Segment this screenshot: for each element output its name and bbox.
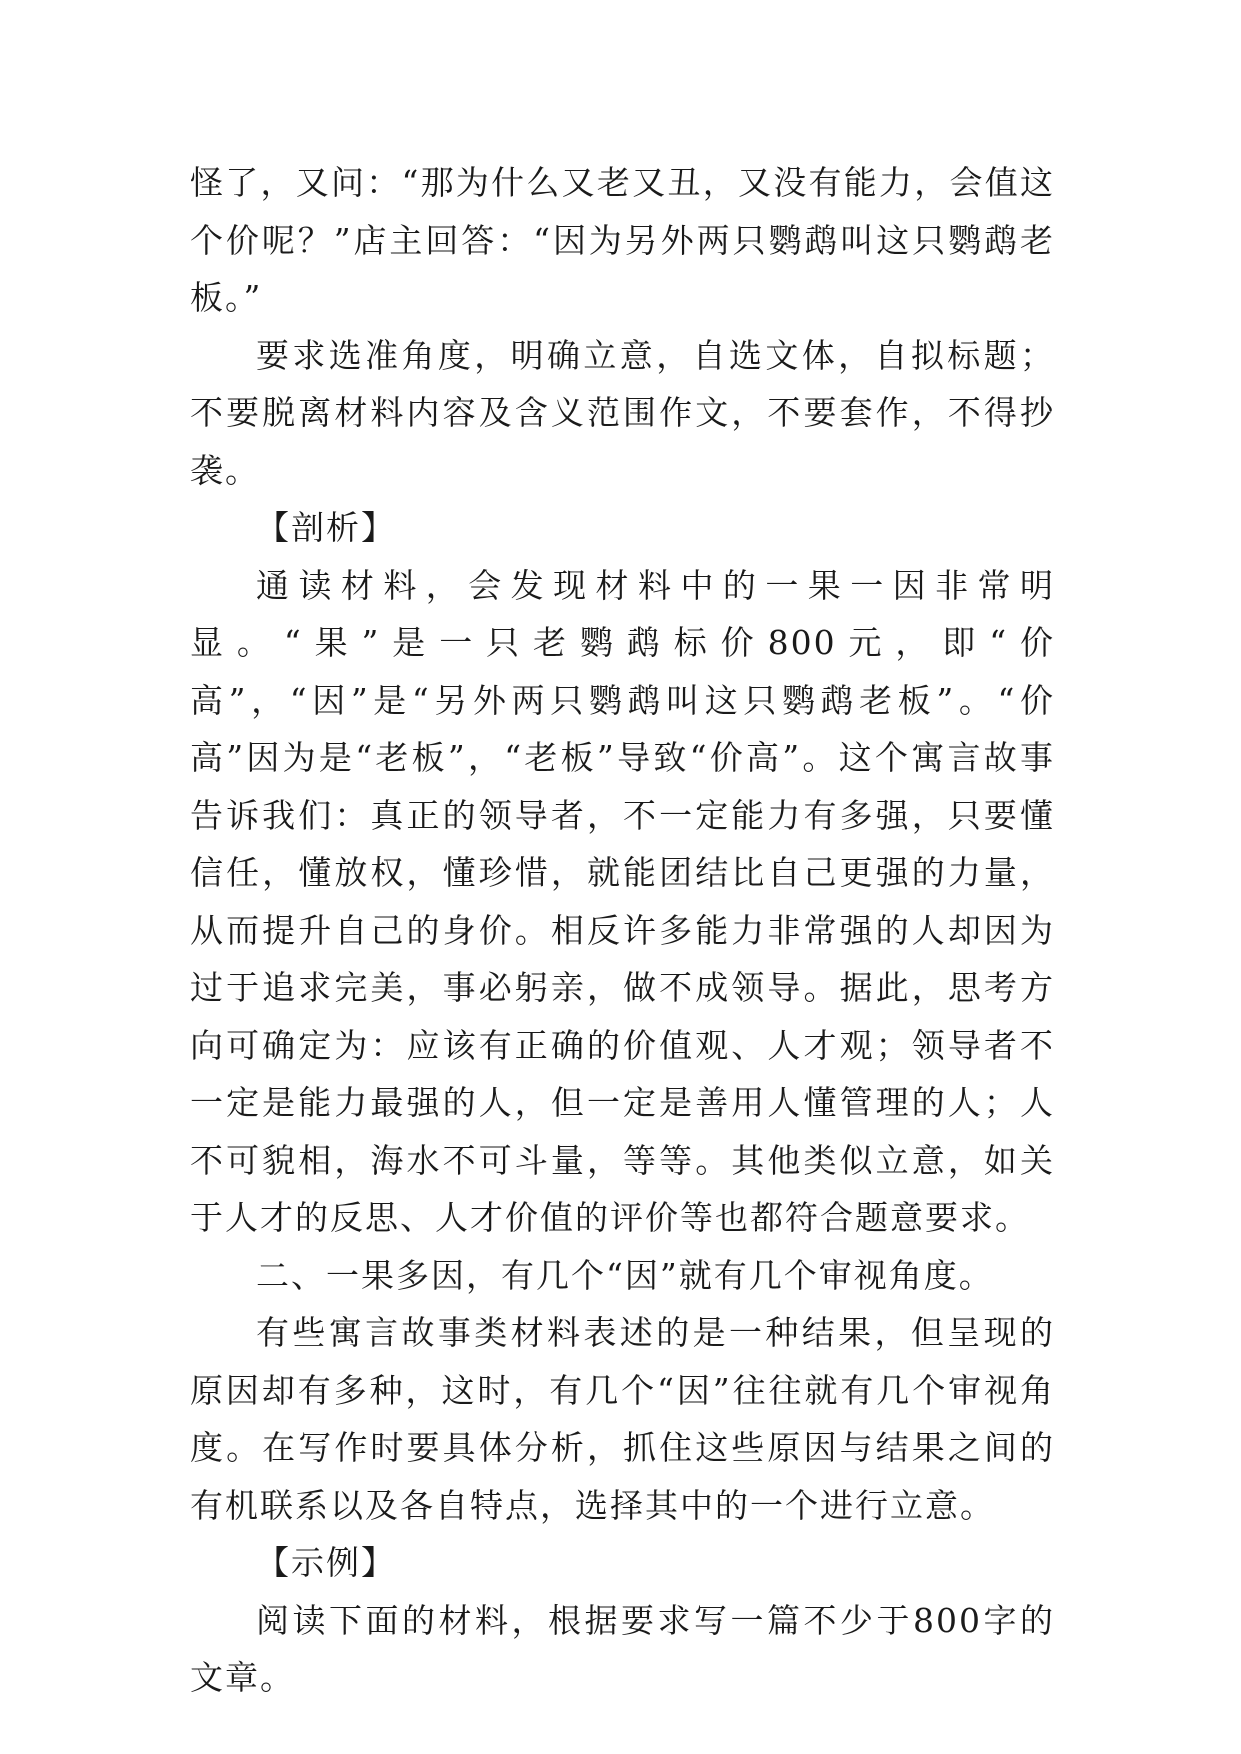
paragraph-section-two-title: 二、一果多因，有几个“因”就有几个审视角度。 xyxy=(256,1255,994,1295)
heading-example: 【示例】 xyxy=(256,1543,396,1582)
document-body xyxy=(190,154,1055,1707)
paragraph-story-ending: 怪了，又问：“那为什么又老又丑，又没有能力，会值这个价呢？”店主回答：“因为另外两只鹦鹉叫这只鹦鹉老板。” xyxy=(190,163,1055,317)
paragraph-example-prompt: 阅读下面的材料，根据要求写一篇不少于800字的文章。 xyxy=(190,1600,1055,1697)
paragraph-section-two-body: 有些寓言故事类材料表述的是一种结果，但呈现的原因却有多种，这时，有几个“因”往往就有几个审视角度。在写作时要具体分析，抓住这些原因与结果之间的有机联系以及各自特点，选择其中的一个进行立意。 xyxy=(190,1313,1055,1525)
heading-analysis: 【剖析】 xyxy=(256,508,396,547)
paragraph-requirements: 要求选准角度，明确立意，自选文体，自拟标题；不要脱离材料内容及含义范围作文，不要套作，不得抄袭。 xyxy=(190,335,1055,490)
paragraph-analysis: 通读材料，会发现材料中的一果一因非常明显。“果”是一只老鹦鹉标价800元，即“价高”，“因”是“另外两只鹦鹉叫这只鹦鹉老板”。“价高”因为是“老板”，“老板”导致“价高”。这个寓言故事告诉我们：真正的领导者，不一定能力有多强，只要懂信任，懂放权，懂珍惜，就能团结比自己更强的力量，从而提升自己的身价。相反许多能力非常强的人却因为过于追求完美，事必躬亲，做不成领导。据此，思考方向可确定为：应该有正确的价值观、人才观；领导者不一定是能力最强的人，但一定是善用人懂管理的人；人不可貌相，海水不可斗量，等等。其他类似立意，如关于人才的反思、人才价值的评价等也都符合题意要求。 xyxy=(190,565,1055,1237)
